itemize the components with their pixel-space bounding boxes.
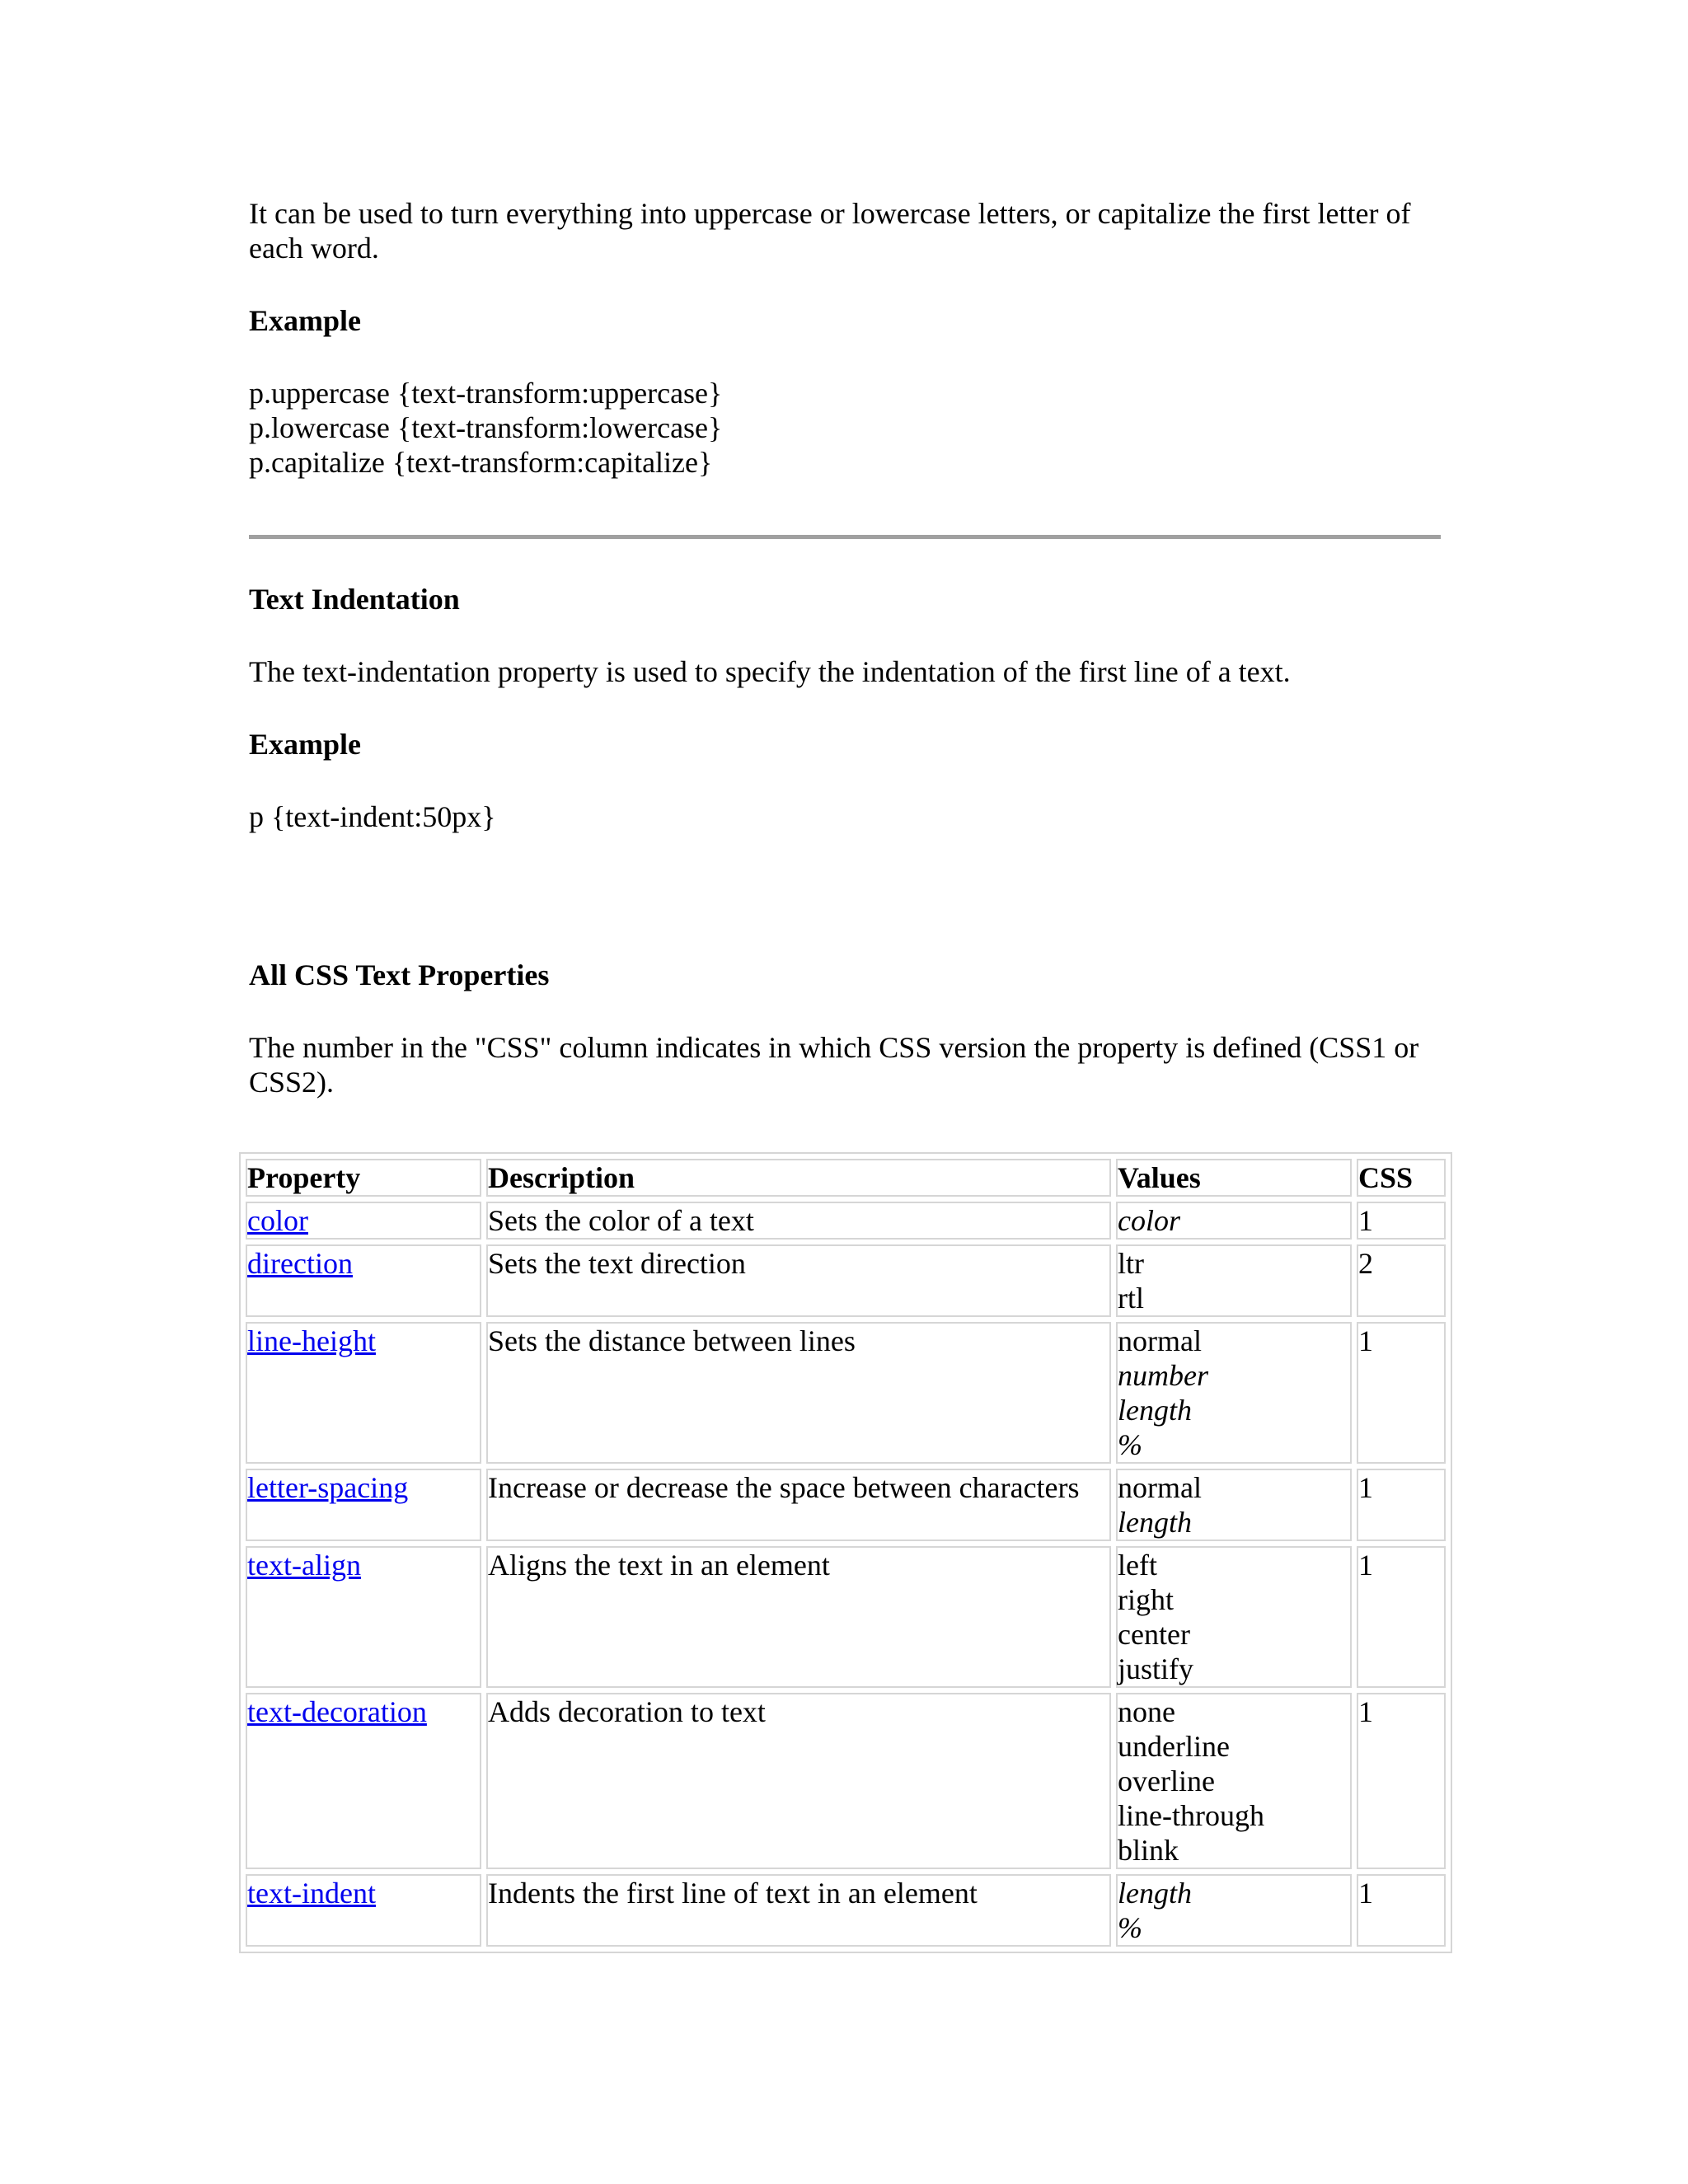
value-item: underline (1118, 1730, 1230, 1763)
value-item: rtl (1118, 1282, 1144, 1315)
table-body (246, 1159, 1446, 1947)
example-label-transform: Example (249, 304, 362, 337)
css-version-cell: 2 (1357, 1244, 1446, 1317)
table-row (246, 1546, 1446, 1688)
column-header-css: CSS (1357, 1159, 1446, 1197)
value-item: % (1118, 1911, 1142, 1944)
column-header-values: Values (1116, 1159, 1352, 1197)
table-row (246, 1693, 1446, 1869)
table-row (246, 1322, 1446, 1464)
table-row (246, 1469, 1446, 1541)
value-item: % (1118, 1428, 1142, 1461)
section-divider (249, 535, 1441, 539)
description-cell: Aligns the text in an element (486, 1546, 1111, 1688)
property-cell (246, 1693, 481, 1869)
value-item: length (1118, 1506, 1192, 1539)
property-link-direction[interactable]: direction (247, 1247, 353, 1280)
value-item: center (1118, 1618, 1190, 1651)
property-link-text-indent[interactable]: text-indent (247, 1877, 376, 1910)
property-cell (246, 1202, 481, 1240)
css-version-cell: 1 (1357, 1874, 1446, 1947)
css-version-cell: 1 (1357, 1322, 1446, 1464)
value-item: none (1118, 1695, 1175, 1728)
property-cell (246, 1469, 481, 1541)
value-item: overline (1118, 1765, 1215, 1797)
css-text-properties-table (239, 1152, 1452, 1953)
value-item: length (1118, 1877, 1192, 1910)
values-cell (1116, 1693, 1352, 1869)
property-link-text-decoration[interactable]: text-decoration (247, 1695, 427, 1728)
description-cell: Sets the text direction (486, 1244, 1111, 1317)
example-label-indent: Example (249, 728, 362, 761)
code-line-capitalize: p.capitalize {text-transform:capitalize} (249, 446, 713, 479)
text-transform-intro: It can be used to turn everything into uppercase or lowercase letters, or capitalize the first letter of each word. (249, 197, 1411, 265)
table-row (246, 1244, 1446, 1317)
value-item: normal (1118, 1324, 1202, 1357)
css-column-note: The number in the "CSS" column indicates in which CSS version the property is defined (CSS1 or CSS2). (249, 1031, 1419, 1099)
value-item: right (1118, 1583, 1174, 1616)
css-version-cell: 1 (1357, 1202, 1446, 1240)
value-item: length (1118, 1394, 1192, 1427)
column-header-description: Description (486, 1159, 1111, 1197)
value-item: justify (1118, 1652, 1194, 1685)
text-transform-code (249, 376, 1441, 480)
description-cell: Indents the first line of text in an element (486, 1874, 1111, 1947)
values-cell (1116, 1244, 1352, 1317)
values-cell (1116, 1546, 1352, 1688)
css-version-cell: 1 (1357, 1469, 1446, 1541)
text-indent-code: p {text-indent:50px} (249, 800, 496, 833)
values-cell (1116, 1469, 1352, 1541)
property-cell (246, 1244, 481, 1317)
property-cell (246, 1874, 481, 1947)
code-line-lowercase: p.lowercase {text-transform:lowercase} (249, 411, 723, 444)
description-cell: Increase or decrease the space between characters (486, 1469, 1111, 1541)
values-cell (1116, 1322, 1352, 1464)
property-link-letter-spacing[interactable]: letter-spacing (247, 1471, 409, 1504)
values-cell (1116, 1874, 1352, 1947)
description-cell: Sets the color of a text (486, 1202, 1111, 1240)
property-link-text-align[interactable]: text-align (247, 1549, 361, 1582)
property-cell (246, 1322, 481, 1464)
value-item: number (1118, 1359, 1208, 1392)
css-version-cell: 1 (1357, 1546, 1446, 1688)
text-indentation-heading: Text Indentation (249, 583, 460, 616)
css-version-cell: 1 (1357, 1693, 1446, 1869)
property-link-line-height[interactable]: line-height (247, 1324, 376, 1357)
property-link-color[interactable]: color (247, 1204, 308, 1237)
values-cell (1116, 1202, 1352, 1240)
value-item: line-through (1118, 1799, 1264, 1832)
value-item: color (1118, 1204, 1180, 1237)
table-header-row (246, 1159, 1446, 1197)
table-row (246, 1874, 1446, 1947)
value-item: blink (1118, 1834, 1179, 1867)
table-row (246, 1202, 1446, 1240)
value-item: ltr (1118, 1247, 1144, 1280)
property-cell (246, 1546, 481, 1688)
all-css-text-properties-heading: All CSS Text Properties (249, 958, 550, 991)
description-cell: Adds decoration to text (486, 1693, 1111, 1869)
value-item: normal (1118, 1471, 1202, 1504)
document-page (249, 196, 1441, 1137)
code-line-uppercase: p.uppercase {text-transform:uppercase} (249, 377, 723, 410)
description-cell: Sets the distance between lines (486, 1322, 1111, 1464)
text-indentation-description: The text-indentation property is used to specify the indentation of the first line of a text. (249, 655, 1291, 688)
value-item: left (1118, 1549, 1157, 1582)
column-header-property: Property (246, 1159, 481, 1197)
